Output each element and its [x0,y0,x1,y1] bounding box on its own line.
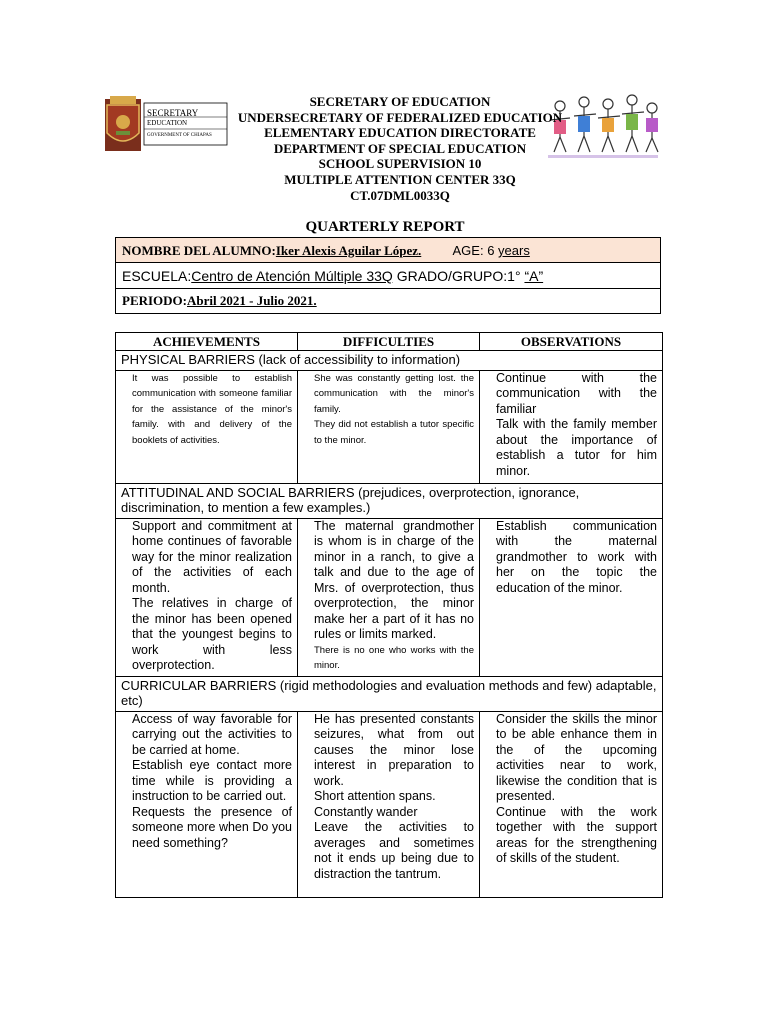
header-line: SECRETARY OF EDUCATION [309,94,491,109]
table-row [116,518,663,676]
list-item: He has presented constants seizures, what from out causes the minor lose interest in preparation to work. [314,711,474,788]
observations-cell [480,711,663,897]
header-line: CT.07DML0033Q [350,187,450,203]
grade-label: GRADO/GRUPO:1° [392,268,525,284]
seal-line-1: SECRETARY [147,108,199,118]
school-row [116,263,660,289]
table-row [116,370,663,483]
list-item: Access of way favorable for carrying out the activities to be carried at home. [132,711,292,757]
school-name: Centro de Atención Múltiple 33Q [191,268,393,284]
student-info-box [115,237,661,314]
period-label: PERIODO: [122,293,187,308]
section-title-row [116,483,663,518]
list-item: Consider the skills the minor to be able enhance them in the of the upcoming activities near to work, likewise the condition that is presented. [496,711,657,803]
student-name-row [116,238,660,263]
period-row [116,289,660,313]
grade-value: “A” [524,268,544,284]
list-item: The maternal grandmother is whom is in charge of the minor in a ranch, to give a talk and due to the age of Mrs. of overprotection, thus overprotection, the minor make her a part of it has no rules or limits marked. [314,518,474,641]
list-item: Support and commitment at home continues of favorable way for the minor realization of the activities of each month. [132,518,292,595]
difficulties-cell [298,518,480,676]
list-item: Leave the activities to averages and sometimes not it ends up being due to distraction the tantrum. [314,820,474,881]
section-title-row [116,351,663,371]
period-value: Abril 2021 - Julio 2021. [187,293,317,308]
observations-cell [480,370,663,483]
age-value: years [498,243,530,258]
list-item: Continue with the work together with the support areas for the strengthening of skills of the student. [496,804,657,865]
achievements-cell [116,370,298,483]
header-line: ELEMENTARY EDUCATION DIRECTORATE [264,125,536,141]
observations-cell [480,518,663,676]
student-name: Iker Alexis Aguilar López. [275,243,422,258]
column-header-achievements: ACHIEVEMENTS [116,333,298,351]
list-item: Continue with the communication with the familiar [496,370,657,416]
list-item: Talk with the family member about the importance of establish a tutor for him minor. [496,417,657,478]
header-line: MULTIPLE ATTENTION CENTER 33Q [284,171,516,187]
section-title-attitudinal: ATTITUDINAL AND SOCIAL BARRIERS (prejudices, overprotection, ignorance, discrimination, to mention a few examples.) [116,483,663,518]
list-item: They did not establish a tutor specific to the minor. [314,419,474,446]
difficulties-cell [298,711,480,897]
achievements-cell [116,711,298,897]
list-item: Short attention spans. [314,789,436,803]
section-title-physical: PHYSICAL BARRIERS (lack of accessibility to information) [116,351,663,371]
seal-line-2: EDUCATION [147,119,188,127]
achievements-cell [116,518,298,676]
table-header-row [116,333,663,351]
section-title-row [116,676,663,711]
header-line: DEPARTMENT OF SPECIAL EDUCATION [273,140,527,156]
difficulties-cell [298,370,480,483]
seal-line-3: GOVERNMENT OF CHIAPAS [147,133,212,138]
list-item: There is no one who works with the minor. [314,644,474,671]
name-label: NOMBRE DEL ALUMNO: [122,243,276,258]
school-label: ESCUELA: [122,268,192,284]
column-header-observations: OBSERVATIONS [480,333,663,351]
institution-header [180,94,620,203]
list-item: Establish communication with the maternal grandmother to work with her on the topic the education of the minor. [496,518,657,595]
table-row [116,711,663,897]
list-item: Requests the presence of someone more when Do you need something? [132,804,292,850]
list-item: It was possible to establish communication with someone familiar for the assistance of the minor's family. with and delivery of the booklets of activities. [132,372,292,446]
barriers-table [115,332,663,898]
list-item: Establish eye contact more time while is providing a instruction to be carried out. [132,758,292,803]
list-item: Constantly wander [314,804,418,819]
header-line: SCHOOL SUPERVISION 10 [318,156,482,172]
section-title-curricular: CURRICULAR BARRIERS (rigid methodologies and evaluation methods and few) adaptable, etc) [116,676,663,711]
column-header-difficulties: DIFFICULTIES [298,333,480,351]
list-item: The relatives in charge of the minor has been opened that the youngest begins to work with less overprotection. [132,596,292,672]
header-line: UNDERSECRETARY OF FEDERALIZED EDUCATION [237,109,563,125]
report-title: QUARTERLY REPORT [305,219,465,235]
list-item: She was constantly getting lost. the communication with the minor's family. [314,372,474,415]
age-label: AGE: 6 [452,243,499,258]
